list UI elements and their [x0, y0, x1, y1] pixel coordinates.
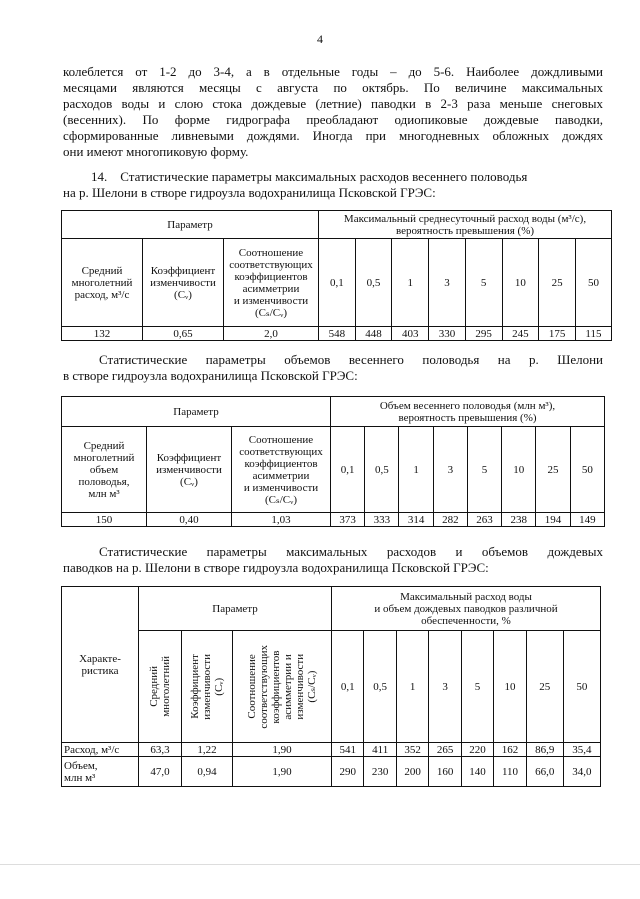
- prob-cell: 50: [575, 239, 611, 327]
- intro-line: колеблется от 1-2 до 3-4, а в отдельные годы – до 5-6. Наиболее дождливыми: [63, 64, 603, 79]
- table-spring-max-discharge: [61, 210, 612, 341]
- param-header: Параметр: [62, 211, 319, 239]
- prob-cell: 0,1: [319, 239, 356, 327]
- prob-cell: 5: [465, 239, 502, 327]
- value-cell: 263: [467, 513, 501, 527]
- prob-cell: 1: [396, 631, 428, 743]
- caption-line: Статистические параметры максимальных расходов весеннего половодья: [120, 169, 528, 184]
- value-cell: 194: [536, 513, 570, 527]
- prob-cell: 25: [526, 631, 563, 743]
- value-cell: 245: [502, 327, 539, 341]
- table-row: [62, 757, 601, 787]
- section-number: 14.: [91, 169, 108, 184]
- value-cell: 0,40: [147, 513, 232, 527]
- prob-cell: 5: [467, 427, 501, 513]
- prob-cell: 3: [429, 239, 466, 327]
- value-cell: 282: [433, 513, 467, 527]
- value-cell: 295: [465, 327, 502, 341]
- prob-cell: 50: [563, 631, 600, 743]
- value-cell: 0,94: [182, 757, 233, 787]
- value-cell: 230: [364, 757, 396, 787]
- value-cell: 200: [396, 757, 428, 787]
- value-cell: 541: [332, 743, 364, 757]
- value-cell: 66,0: [526, 757, 563, 787]
- col-ratio-header: Соотношение соответствующих коэффициентов асимметрии и изменчивости (Cₛ/Cᵥ): [233, 631, 332, 743]
- intro-paragraph: [63, 64, 603, 160]
- caption-3: [63, 544, 603, 576]
- prob-cell: 3: [433, 427, 467, 513]
- col-cv-header: Коэффициент изменчивости (Cᵥ): [147, 427, 232, 513]
- prob-cell: 10: [494, 631, 526, 743]
- prob-cell: 1: [392, 239, 429, 327]
- section-14-caption: [63, 169, 603, 201]
- caption-line: на р. Шелони в створе гидроузла водохранилища Псковской ГРЭС:: [63, 185, 436, 200]
- probability-header: Объем весеннего половодья (млн м³), вероятность превышения (%): [331, 397, 605, 427]
- intro-line: они имеют многопиковую форму.: [63, 144, 249, 159]
- table-row: [62, 327, 612, 341]
- value-cell: 175: [539, 327, 576, 341]
- intro-line: расходов воды и слою стока дождевые (летние) паводки в 2-3 раза меньше снеговых: [63, 96, 603, 111]
- prob-cell: 0,1: [332, 631, 364, 743]
- value-cell: 149: [570, 513, 604, 527]
- value-cell: 110: [494, 757, 526, 787]
- caption-line: паводков на р. Шелони в створе гидроузла водохранилища Псковской ГРЭС:: [63, 560, 489, 575]
- param-header: Параметр: [139, 587, 332, 631]
- prob-cell: 10: [502, 427, 536, 513]
- value-cell: 290: [332, 757, 364, 787]
- prob-cell: 0,1: [331, 427, 365, 513]
- value-cell: 238: [502, 513, 536, 527]
- value-cell: 0,65: [143, 327, 224, 341]
- prob-cell: 10: [502, 239, 539, 327]
- param-header: Параметр: [62, 397, 331, 427]
- page-bottom-edge: [0, 864, 640, 865]
- col-mean-header: Средний многолетний объем половодья, млн м³: [62, 427, 147, 513]
- value-cell: 330: [429, 327, 466, 341]
- col-ratio-header: Соотношение соответствующих коэффициентов асимметрии и изменчивости (Cₛ/Cᵥ): [224, 239, 319, 327]
- intro-line: (весенних). По форме гидрографа преобладают одиопиковые дождевые паводки,: [63, 112, 603, 127]
- value-cell: 2,0: [224, 327, 319, 341]
- table-spring-flood-volume: [61, 396, 605, 527]
- value-cell: 548: [319, 327, 356, 341]
- prob-cell: 5: [461, 631, 493, 743]
- value-cell: 160: [429, 757, 461, 787]
- col-cv-header: Коэффициент изменчивости (Cᵥ): [143, 239, 224, 327]
- value-cell: 150: [62, 513, 147, 527]
- value-cell: 140: [461, 757, 493, 787]
- table-rain-flood: [61, 586, 601, 787]
- value-cell: 162: [494, 743, 526, 757]
- value-cell: 314: [399, 513, 433, 527]
- col-mean-header: Средний многолетний: [139, 631, 182, 743]
- prob-cell: 0,5: [355, 239, 392, 327]
- prob-cell: 25: [536, 427, 570, 513]
- prob-cell: 3: [429, 631, 461, 743]
- col-mean-header: Средний многолетний расход, м³/с: [62, 239, 143, 327]
- value-cell: 1,22: [182, 743, 233, 757]
- value-cell: 1,03: [232, 513, 331, 527]
- caption-line: Статистические параметры максимальных расходов и объемов дождевых: [99, 544, 603, 559]
- value-cell: 1,90: [233, 757, 332, 787]
- value-cell: 403: [392, 327, 429, 341]
- value-cell: 115: [575, 327, 611, 341]
- table-row: [62, 513, 605, 527]
- value-cell: 35,4: [563, 743, 600, 757]
- page-number: 4: [317, 32, 323, 46]
- value-cell: 1,90: [233, 743, 332, 757]
- caption-line: в створе гидроузла водохранилища Псковской ГРЭС:: [63, 368, 358, 383]
- value-cell: 333: [365, 513, 399, 527]
- intro-line: сформированные ливневыми дождями. Иногда при многодневных обложных дождях: [63, 128, 603, 143]
- value-cell: 86,9: [526, 743, 563, 757]
- probability-header: Максимальный среднесуточный расход воды (м³/с), вероятность превышения (%): [319, 211, 612, 239]
- value-cell: 265: [429, 743, 461, 757]
- probability-header: Максимальный расход воды и объем дождевых паводков различной обеспеченности, %: [332, 587, 601, 631]
- value-cell: 411: [364, 743, 396, 757]
- col-cv-header: Коэффициент изменчивости (Cᵥ): [182, 631, 233, 743]
- row-label: Объем, млн м³: [62, 757, 139, 787]
- prob-cell: 50: [570, 427, 604, 513]
- characteristic-header: Характе- ристика: [62, 587, 139, 743]
- row-label: Расход, м³/с: [62, 743, 139, 757]
- value-cell: 352: [396, 743, 428, 757]
- prob-cell: 1: [399, 427, 433, 513]
- value-cell: 448: [355, 327, 392, 341]
- table-row: [62, 743, 601, 757]
- prob-cell: 0,5: [365, 427, 399, 513]
- caption-line: Статистические параметры объемов весеннего половодья на р. Шелони: [99, 352, 603, 367]
- col-ratio-header: Соотношение соответствующих коэффициентов асимметрии и изменчивости (Cₛ/Cᵥ): [232, 427, 331, 513]
- value-cell: 47,0: [139, 757, 182, 787]
- value-cell: 220: [461, 743, 493, 757]
- caption-2: [63, 352, 603, 384]
- value-cell: 63,3: [139, 743, 182, 757]
- value-cell: 132: [62, 327, 143, 341]
- prob-cell: 0,5: [364, 631, 396, 743]
- value-cell: 34,0: [563, 757, 600, 787]
- value-cell: 373: [331, 513, 365, 527]
- intro-line: месяцами являются месяцы с августа по октябрь. По величине максимальных: [63, 80, 603, 95]
- prob-cell: 25: [539, 239, 576, 327]
